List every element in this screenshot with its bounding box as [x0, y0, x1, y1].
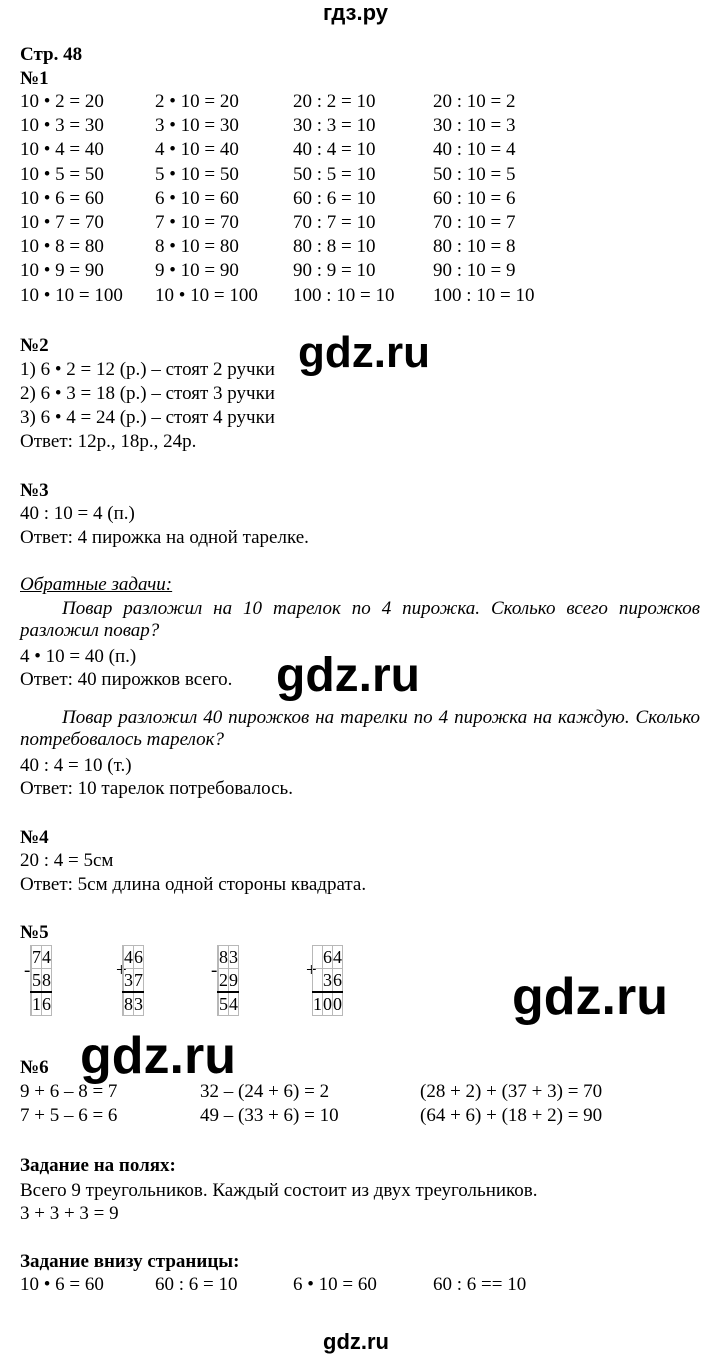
- task3-line: 40 : 10 = 4 (п.): [20, 503, 135, 524]
- task1-cell: 10 • 3 = 30: [20, 115, 104, 137]
- bottom-task-item: 60 : 6 = 10: [155, 1274, 238, 1295]
- digit-cell: 5: [219, 993, 228, 1014]
- inverse-tasks-label: Обратные задачи:: [20, 574, 173, 595]
- task6-expression: 9 + 6 – 8 = 7: [20, 1081, 118, 1102]
- operation-sign: +: [116, 960, 127, 981]
- task1-cell: 80 : 10 = 8: [433, 236, 516, 258]
- task6-expression: 32 – (24 + 6) = 2: [200, 1081, 330, 1102]
- task1-cell: 10 • 2 = 20: [20, 91, 104, 112]
- task1-cell: 60 : 10 = 6: [433, 187, 516, 209]
- task1-cell: 90 : 9 = 10: [293, 260, 376, 282]
- bottom-task-item: 10 • 6 = 60: [20, 1274, 104, 1295]
- watermark: gdz.ru: [276, 649, 420, 702]
- task1-cell: 10 • 10 = 100: [20, 284, 123, 306]
- operation-sign: -: [24, 960, 31, 981]
- digit-cell: 6: [333, 969, 343, 993]
- task1-cell: 10 • 9 = 90: [20, 260, 104, 282]
- inverse-task-1-text: Повар разложил на 10 тарелок по 4 пирожка. Сколько всего пирожков разложил повар?: [20, 598, 700, 641]
- task1-cell: 10 • 7 = 70: [20, 212, 104, 233]
- task6-expression: (28 + 2) + (37 + 3) = 70: [420, 1081, 603, 1102]
- task1-cell: 40 : 4 = 10: [293, 139, 376, 161]
- task1-cell: 8 • 10 = 80: [155, 236, 239, 258]
- inverse-task-2-text: Повар разложил 40 пирожков на тарелки по 4 пирожка на каждую. Сколько потребовалось тарелок?: [20, 707, 700, 750]
- task1-cell: 50 : 5 = 10: [293, 163, 376, 185]
- digit-cell: 3: [229, 946, 238, 967]
- digit-grid: [312, 945, 343, 1016]
- task5-title: №5: [20, 922, 49, 943]
- task1-cell: 10 • 4 = 40: [20, 139, 104, 161]
- digit-cell: 5: [32, 969, 42, 993]
- task4-answer: Ответ: 5см длина одной стороны квадрата.: [20, 874, 367, 895]
- watermark: gdz.ru: [298, 328, 430, 377]
- digit-grid: [30, 945, 52, 1016]
- operation-sign: +: [306, 960, 317, 981]
- task3-answer: Ответ: 4 пирожка на одной тарелке.: [20, 527, 309, 548]
- task4-line: 20 : 4 = 5см: [20, 850, 114, 871]
- digit-cell: 4: [42, 946, 51, 967]
- task3-title: №3: [20, 480, 49, 501]
- digit-cell: 1: [313, 993, 322, 1014]
- task6-title: №6: [20, 1057, 49, 1078]
- empty-cell: [313, 969, 323, 993]
- task1-cell: 2 • 10 = 20: [155, 91, 239, 112]
- task1-cell: 6 • 10 = 60: [155, 187, 239, 209]
- digit-cell: 2: [219, 969, 229, 993]
- bottom-task-item: 6 • 10 = 60: [293, 1274, 377, 1295]
- task1-cell: 10 • 10 = 100: [155, 284, 258, 306]
- inverse-task-2-solution: 40 : 4 = 10 (т.): [20, 755, 132, 776]
- task1-cell: 50 : 10 = 5: [433, 163, 516, 185]
- digit-cell: 3: [134, 993, 143, 1014]
- task6-expression: 49 – (33 + 6) = 10: [200, 1105, 339, 1126]
- task1-cell: 100 : 10 = 10: [433, 284, 535, 306]
- digit-cell: 3: [323, 969, 333, 993]
- digit-cell: 6: [134, 946, 143, 967]
- task1-cell: 3 • 10 = 30: [155, 115, 239, 137]
- task1-title: №1: [20, 68, 49, 89]
- task2-line: 1) 6 • 2 = 12 (р.) – стоят 2 ручки: [20, 359, 275, 380]
- task1-cell: 20 : 2 = 10: [293, 91, 376, 112]
- task1-cell: 40 : 10 = 4: [433, 139, 516, 161]
- task1-cell: 4 • 10 = 40: [155, 139, 239, 161]
- inverse-task-1-answer: Ответ: 40 пирожков всего.: [20, 669, 233, 690]
- task1-cell: 70 : 7 = 10: [293, 212, 376, 233]
- bottom-task-title: Задание внизу страницы:: [20, 1251, 240, 1272]
- task2-line: 3) 6 • 4 = 24 (р.) – стоят 4 ручки: [20, 407, 275, 428]
- task1-cell: 10 • 6 = 60: [20, 187, 104, 209]
- digit-cell: 0: [333, 993, 342, 1014]
- task1-cell: 30 : 3 = 10: [293, 115, 376, 137]
- digit-grid: [217, 945, 239, 1016]
- task1-cell: 90 : 10 = 9: [433, 260, 516, 282]
- digit-cell: 1: [32, 993, 41, 1014]
- digit-cell: 8: [219, 946, 228, 967]
- task6-expression: (64 + 6) + (18 + 2) = 90: [420, 1105, 603, 1126]
- empty-cell: [313, 946, 323, 969]
- task2-title: №2: [20, 335, 49, 356]
- task1-cell: 7 • 10 = 70: [155, 212, 239, 233]
- task1-cell: 60 : 6 = 10: [293, 187, 376, 209]
- task1-cell: 30 : 10 = 3: [433, 115, 516, 137]
- digit-cell: 6: [42, 993, 51, 1014]
- task1-cell: 9 • 10 = 90: [155, 260, 239, 282]
- site-header: гдз.ру: [323, 0, 388, 25]
- task1-cell: 70 : 10 = 7: [433, 212, 516, 233]
- digit-cell: 6: [323, 946, 332, 967]
- digit-grid: [122, 945, 144, 1016]
- inverse-task-1-solution: 4 • 10 = 40 (п.): [20, 646, 137, 667]
- watermark: gdz.ru: [323, 1329, 389, 1354]
- watermark: gdz.ru: [80, 1027, 236, 1085]
- task1-cell: 20 : 10 = 2: [433, 91, 516, 112]
- page-label: Стр. 48: [20, 44, 83, 65]
- digit-cell: 7: [134, 969, 144, 993]
- task1-cell: 100 : 10 = 10: [293, 284, 395, 306]
- digit-cell: 7: [32, 946, 41, 967]
- digit-cell: 9: [229, 969, 239, 993]
- task1-cell: 80 : 8 = 10: [293, 236, 376, 258]
- digit-cell: 4: [124, 946, 133, 967]
- margin-task-line: Всего 9 треугольников. Каждый состоит из двух треугольников.: [20, 1180, 538, 1201]
- digit-cell: 8: [42, 969, 52, 993]
- task1-cell: 10 • 5 = 50: [20, 163, 104, 185]
- task1-cell: 5 • 10 = 50: [155, 163, 239, 185]
- watermark: gdz.ru: [512, 968, 668, 1026]
- task1-cell: 10 • 8 = 80: [20, 236, 104, 258]
- inverse-task-2-answer: Ответ: 10 тарелок потребовалось.: [20, 778, 293, 799]
- digit-cell: 8: [124, 993, 133, 1014]
- margin-task-line: 3 + 3 + 3 = 9: [20, 1203, 119, 1224]
- digit-cell: 3: [124, 969, 134, 993]
- margin-task-title: Задание на полях:: [20, 1155, 176, 1176]
- digit-cell: 4: [333, 946, 342, 967]
- digit-cell: 0: [323, 993, 332, 1014]
- task2-answer: Ответ: 12р., 18р., 24р.: [20, 431, 197, 452]
- operation-sign: -: [211, 960, 218, 981]
- task6-expression: 7 + 5 – 6 = 6: [20, 1105, 118, 1126]
- bottom-task-item: 60 : 6 == 10: [433, 1274, 527, 1295]
- task2-line: 2) 6 • 3 = 18 (р.) – стоят 3 ручки: [20, 383, 275, 404]
- task4-title: №4: [20, 827, 49, 848]
- digit-cell: 4: [229, 993, 238, 1014]
